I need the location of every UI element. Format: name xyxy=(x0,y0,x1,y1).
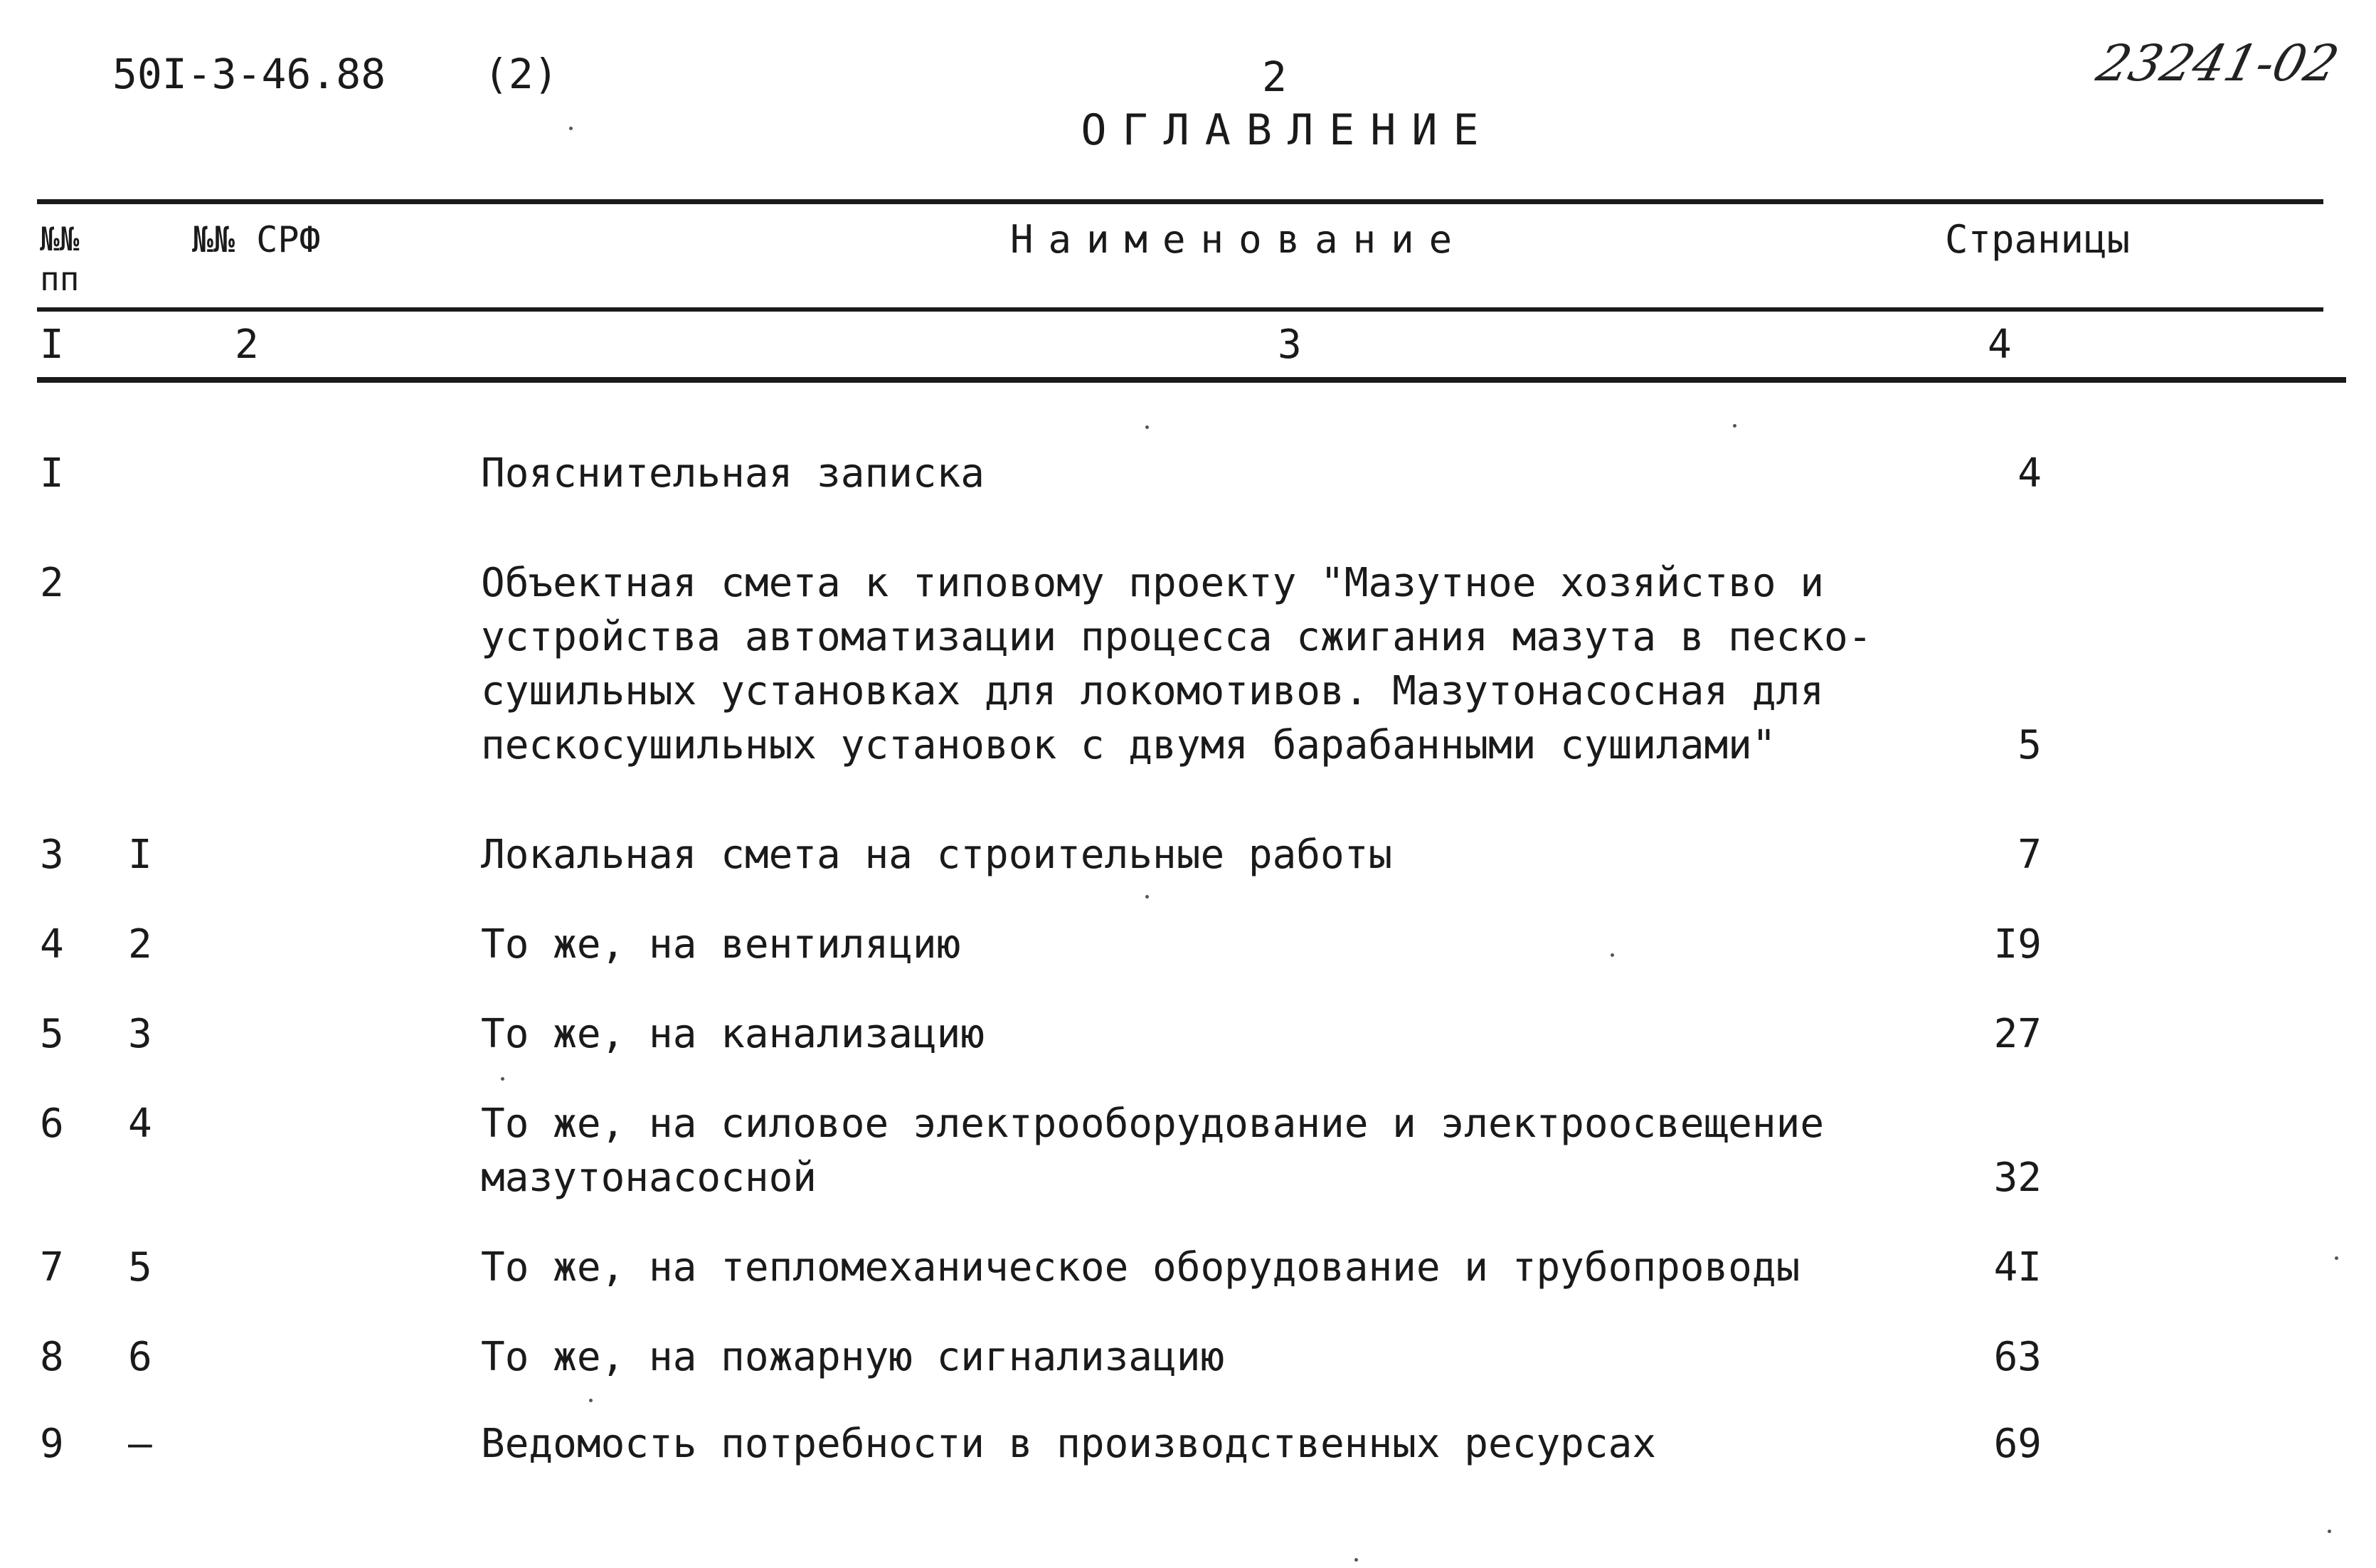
toc-row-title: Локальная смета на строительные работы xyxy=(481,832,1393,878)
toc-row-srf: – xyxy=(128,1421,152,1467)
scan-speck xyxy=(1145,895,1149,899)
toc-row-number: 2 xyxy=(40,560,64,606)
toc-row-title: То же, на тепломеханическое оборудование и трубопроводы xyxy=(481,1244,1800,1291)
toc-row-number: 8 xyxy=(40,1334,64,1380)
toc-row-page: 5 xyxy=(2017,722,2042,768)
document-code: 50I-3-46.88 xyxy=(112,50,386,98)
page-number: 2 xyxy=(1262,53,1287,101)
scan-speck xyxy=(569,127,573,130)
handwritten-archive-number: 23241-02 xyxy=(2091,34,2345,92)
toc-row-title: То же, на силовое электрооборудование и электроосвещение мазутонасосной xyxy=(481,1101,1825,1201)
page-title: ОГЛАВЛЕНИЕ xyxy=(1081,105,1495,155)
toc-row-title: То же, на вентиляцию xyxy=(481,921,961,968)
toc-row-srf: 3 xyxy=(128,1011,152,1057)
scan-speck xyxy=(1145,425,1149,429)
toc-row-number: I xyxy=(40,450,64,497)
toc-row-title: То же, на пожарную сигнализацию xyxy=(481,1334,1225,1380)
column-index-1: I xyxy=(40,322,64,368)
column-index-3: 3 xyxy=(1278,322,1302,368)
toc-row-page: 63 xyxy=(1993,1334,2042,1380)
toc-row-srf: 2 xyxy=(128,921,152,968)
toc-row-number: 5 xyxy=(40,1011,64,1057)
scan-speck xyxy=(1733,424,1736,428)
scan-speck xyxy=(1611,953,1614,957)
toc-row-page: 7 xyxy=(2017,832,2042,878)
toc-row-number: 4 xyxy=(40,921,64,968)
toc-row-title: Ведомость потребности в производственных ресурсах xyxy=(481,1421,1657,1467)
toc-row-page: 27 xyxy=(1993,1011,2042,1057)
toc-row-number: 3 xyxy=(40,832,64,878)
toc-row-srf: 6 xyxy=(128,1334,152,1380)
toc-row-number: 7 xyxy=(40,1244,64,1291)
document-part: (2) xyxy=(484,50,558,98)
table-top-rule xyxy=(37,199,2323,204)
column-header-number xyxy=(40,219,79,299)
toc-row-title: То же, на канализацию xyxy=(481,1011,985,1057)
column-header-srf: №№ СРФ xyxy=(192,219,321,260)
toc-row-page: 4I xyxy=(1993,1244,2042,1291)
scan-speck xyxy=(589,1399,593,1402)
toc-row-page: 69 xyxy=(1993,1421,2042,1467)
toc-row-page: 4 xyxy=(2017,450,2042,497)
scan-speck xyxy=(2335,1256,2338,1260)
toc-row-srf: 5 xyxy=(128,1244,152,1291)
toc-row-srf: 4 xyxy=(128,1101,152,1147)
table-index-rule xyxy=(37,377,2346,383)
toc-row-srf: I xyxy=(128,832,152,878)
column-index-4: 4 xyxy=(1988,322,2012,368)
column-index-2: 2 xyxy=(235,322,259,368)
column-header-name: Наименование xyxy=(1010,217,1468,262)
toc-row-title: Пояснительная записка xyxy=(481,450,985,497)
column-header-number-label: №№ пп xyxy=(40,220,80,298)
toc-row-page: I9 xyxy=(1993,921,2042,968)
table-header-rule xyxy=(37,307,2323,312)
toc-row-number: 9 xyxy=(40,1421,64,1467)
scan-speck xyxy=(1354,1558,1358,1562)
scan-speck xyxy=(2328,1530,2331,1533)
column-header-pages: Страницы xyxy=(1945,217,2131,262)
toc-row-title: Объектная смета к типовому проекту "Мазутное хозяйство и устройства автоматизации процесса сжигания мазута в песко- сушильных установках для локомотивов. Мазутонасосная для пескосушильных установок с двумя барабанными сушилами" xyxy=(481,560,1872,768)
toc-row-number: 6 xyxy=(40,1101,64,1147)
scan-speck xyxy=(501,1077,504,1081)
toc-row-page: 32 xyxy=(1993,1155,2042,1201)
